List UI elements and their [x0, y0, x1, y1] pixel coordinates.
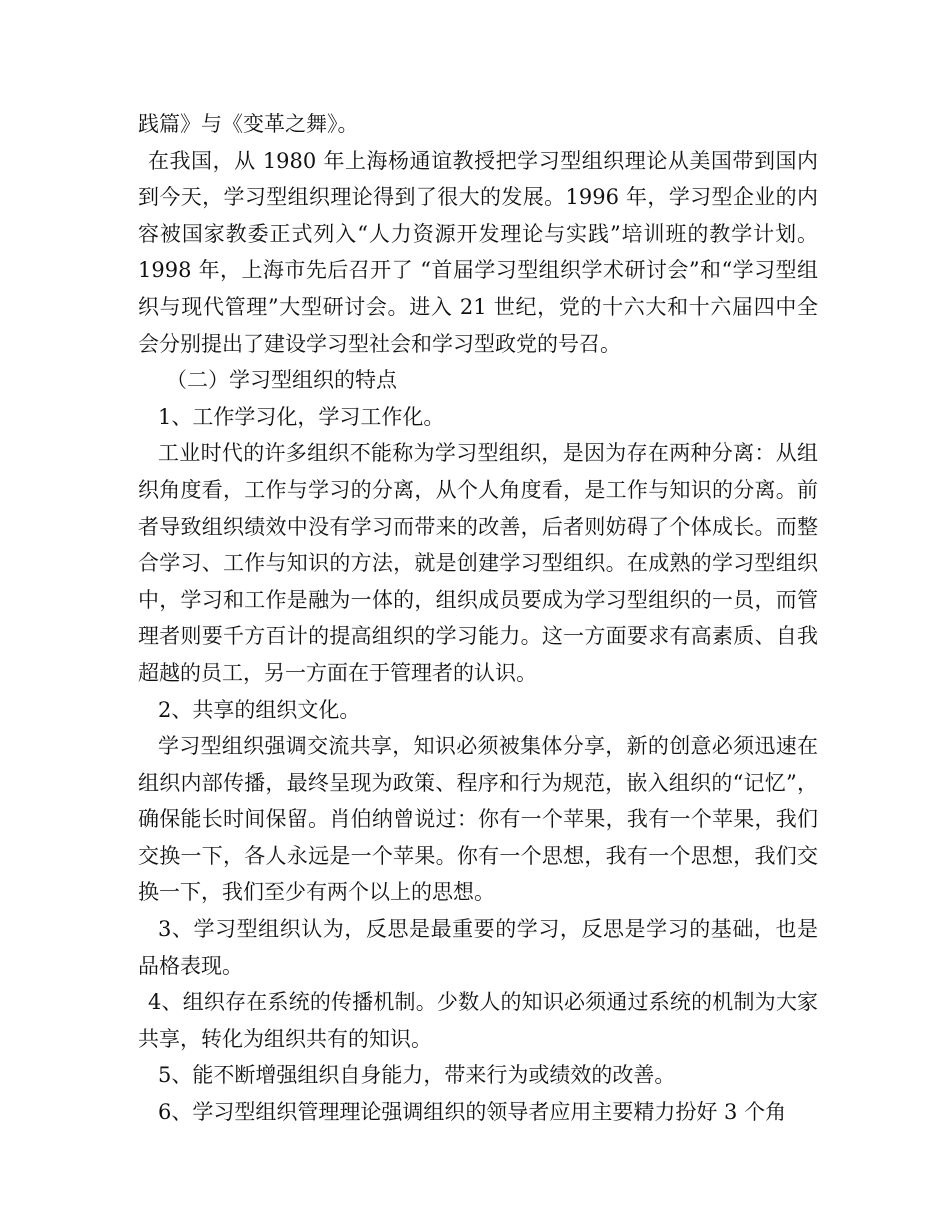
feature-3: 3、学习型组织认为，反思是最重要的学习，反思是学习的基础，也是品格表现。: [138, 917, 818, 978]
feature-5: 5、能不断增强组织自身能力，带来行为或绩效的改善。: [158, 1063, 676, 1088]
feature-4: 4、组织存在系统的传播机制。少数人的知识必须通过系统的机制为大家共享，转化为组织共有的知识。: [138, 990, 818, 1051]
document-body: [138, 106, 818, 1131]
feature-6: 6、学习型组织管理理论强调组织的领导者应用主要精力扮好 3 个角: [158, 1100, 787, 1125]
feature-1-heading: 1、工作学习化，学习工作化。: [158, 404, 445, 429]
paragraph-china-history: 在我国，从 1980 年上海杨通谊教授把学习型组织理论从美国带到国内到今天，学习型组织理论得到了很大的发展。1996 年，学习型企业的内容被国家教委正式列入“人力资源开发理论与实践”培训班的教学计划。1998 年，上海市先后召开了 “首届学习型组织学术研讨会”和“学习型组织与现代管理”大型研讨会。进入 21 世纪，党的十六大和十六届四中全会分别提出了建设学习型社会和学习型政党的号召。: [138, 148, 818, 356]
feature-2-body: 学习型组织强调交流共享，知识必须被集体分享，新的创意必须迅速在组织内部传播，最终呈现为政策、程序和行为规范，嵌入组织的“记忆”，确保能长时间保留。肖伯纳曾说过：你有一个苹果，我有一个苹果，我们交换一下，各人永远是一个苹果。你有一个思想，我有一个思想，我们交换一下，我们至少有两个以上的思想。: [138, 734, 818, 905]
section-heading-features: （二）学习型组织的特点: [166, 368, 397, 393]
feature-1-body: 工业时代的许多组织不能称为学习型组织，是因为存在两种分离：从组织角度看，工作与学习的分离，从个人角度看，是工作与知识的分离。前者导致组织绩效中没有学习而带来的改善，后者则妨碍了个体成长。而整合学习、工作与知识的方法，就是创建学习型组织。在成熟的学习型组织中，学习和工作是融为一体的，组织成员要成为学习型组织的一员，而管理者则要千方百计的提高组织的学习能力。这一方面要求有高素质、自我超越的员工，另一方面在于管理者的认识。: [138, 441, 818, 685]
feature-2-heading: 2、共享的组织文化。: [158, 697, 361, 722]
paragraph-book-titles: 践篇》与《变革之舞》。: [138, 112, 359, 136]
